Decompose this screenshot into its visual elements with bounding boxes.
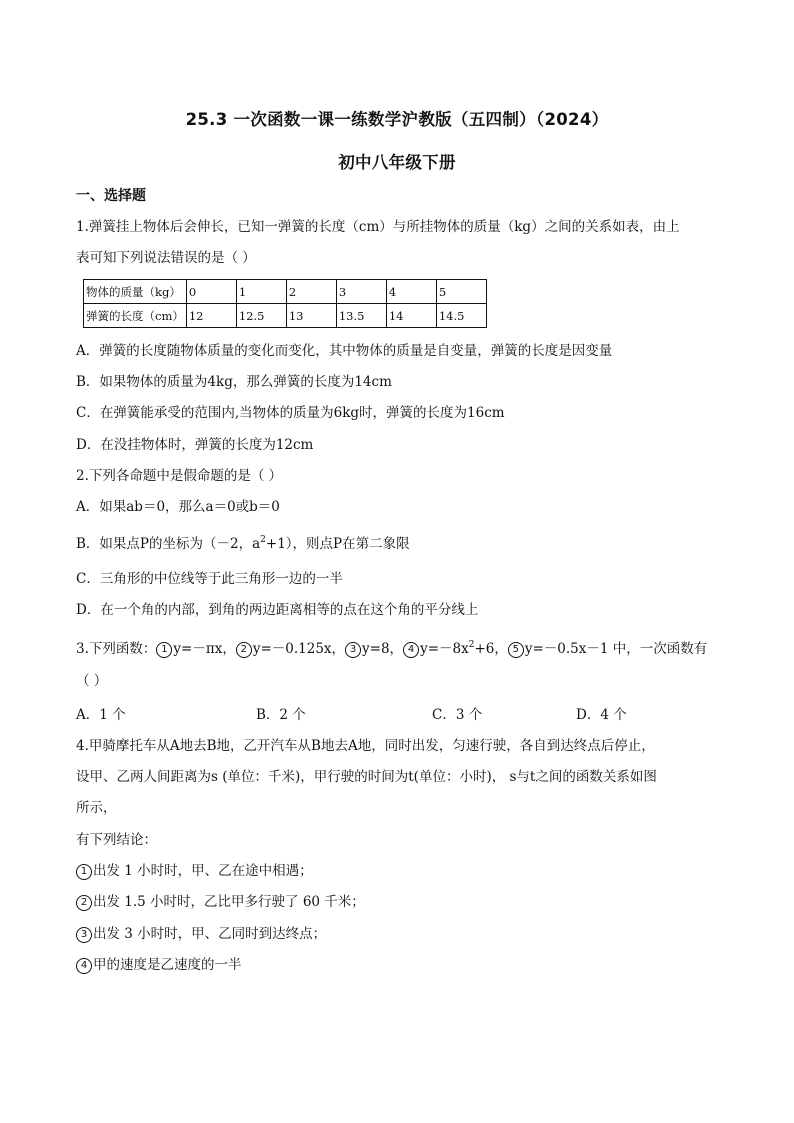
table-cell: 14.5 — [436, 304, 486, 328]
q4-stem-line3: 所示， — [76, 800, 117, 816]
q3-option-a: A．1 个 — [76, 707, 126, 723]
table-cell: 4 — [386, 280, 436, 304]
q2-option-d: D．在一个角的内部，到角的两边距离相等的点在这个角的平分线上 — [76, 602, 479, 618]
table-row — [84, 280, 487, 304]
q3-stem — [76, 640, 707, 658]
table-cell: 1 — [236, 280, 286, 304]
table-cell: 5 — [436, 280, 486, 304]
q1-option-c: C．在弹簧能承受的范围内,当物体的质量为6kg时，弹簧的长度为16cm — [76, 405, 505, 421]
q4-conclusion-4 — [76, 956, 242, 974]
table-cell: 2 — [286, 280, 336, 304]
q3-function-5: y=－0.5x－1 中，一次函数有 — [524, 641, 708, 657]
q3-number-5: 5 — [508, 642, 524, 658]
q2-option-b-exponent: 2 — [260, 535, 266, 545]
q1-stem-line1: 1.弹簧挂上物体后会伸长，已知一弹簧的长度（cm）与所挂物体的质量（kg）之间的关系如表，由上 — [76, 219, 680, 235]
q4-conclusion-number: 3 — [76, 927, 92, 943]
q1-option-b: B．如果物体的质量为4kg，那么弹簧的长度为14cm — [76, 374, 392, 390]
q2-option-a: A．如果ab＝0，那么a＝0或b＝0 — [76, 499, 280, 515]
q3-function-4-post: +6， — [474, 641, 508, 657]
q4-conclusion-text: 甲的速度是乙速度的一半 — [93, 957, 242, 973]
table-cell: 13 — [286, 304, 336, 328]
q4-conclusion-3 — [76, 925, 326, 943]
q2-stem: 2.下列各命题中是假命题的是（ ） — [76, 468, 283, 484]
q3-number-1: 1 — [156, 642, 172, 658]
q3-number-2: 2 — [236, 642, 252, 658]
table-cell: 12 — [186, 304, 236, 328]
q4-conclusion-2 — [76, 893, 365, 911]
q4-conclusion-text: 出发 1 小时时，甲、乙在途中相遇； — [93, 863, 313, 879]
q4-conclusion-number: 4 — [76, 958, 92, 974]
table-cell: 0 — [186, 280, 236, 304]
q1-stem-line2: 表可知下列说法错误的是（ ） — [76, 250, 256, 266]
q3-number-4: 4 — [403, 642, 419, 658]
table-cell: 3 — [336, 280, 386, 304]
q3-option-c: C．3 个 — [432, 707, 483, 723]
table-cell: 12.5 — [236, 304, 286, 328]
q2-option-c: C．三角形的中位线等于此三角形一边的一半 — [76, 571, 343, 587]
q3-function-4-pre: y=－8x — [420, 641, 469, 657]
q4-conclusion-text: 出发 1.5 小时时，乙比甲多行驶了 60 千米； — [93, 894, 365, 910]
document-subtitle: 初中八年级下册 — [338, 153, 456, 172]
q1-option-a: A．弹簧的长度随物体质量的变化而变化，其中物体的质量是自变量，弹簧的长度是因变量 — [76, 343, 613, 359]
table-header-cell: 弹簧的长度（cm） — [84, 304, 187, 328]
document-title: 25.3 一次函数一课一练数学沪教版（五四制）（2024） — [185, 110, 609, 129]
q3-function-3: y=8， — [362, 641, 404, 657]
q3-option-b: B．2 个 — [256, 707, 306, 723]
table-header-cell: 物体的质量（kg） — [84, 280, 187, 304]
section-heading: 一、选择题 — [76, 188, 146, 204]
q2-option-b-pre: B．如果点P的坐标为（－2，a — [76, 536, 261, 552]
q1-data-table — [83, 279, 487, 328]
q4-conclusion-number: 1 — [76, 864, 92, 880]
q3-function-2: y=－0.125x， — [252, 641, 346, 657]
q4-conclusion-text: 出发 3 小时时，甲、乙同时到达终点； — [93, 926, 327, 942]
q4-conclusion-number: 2 — [76, 895, 92, 911]
q3-function-4-exponent: 2 — [468, 640, 475, 650]
q2-option-b — [76, 535, 410, 553]
q3-option-d: D．4 个 — [576, 707, 627, 723]
q4-conclusion-1 — [76, 862, 313, 880]
q2-option-b-post: +1），则点P在第二象限 — [265, 536, 410, 552]
table-row — [84, 304, 487, 328]
q3-answer-paren: （ ） — [76, 673, 108, 689]
q4-stem-line1: 4.甲骑摩托车从A地去B地，乙开汽车从B地去A地，同时出发，匀速行驶，各自到达终点后停止， — [76, 738, 655, 754]
table-cell: 14 — [386, 304, 436, 328]
q3-stem-pre: 3.下列函数： — [76, 641, 157, 657]
q3-number-3: 3 — [345, 642, 361, 658]
q1-option-d: D．在没挂物体时，弹簧的长度为12cm — [76, 437, 314, 453]
q3-function-1: y=－πx， — [173, 641, 236, 657]
q4-stem-line2: 设甲、乙两人间距离为s (单位：千米)，甲行驶的时间为t(单位：小时)， s与t之间的函数关系如图 — [76, 769, 657, 785]
table-cell: 13.5 — [336, 304, 386, 328]
q4-stem-line4: 有下列结论： — [76, 832, 157, 848]
